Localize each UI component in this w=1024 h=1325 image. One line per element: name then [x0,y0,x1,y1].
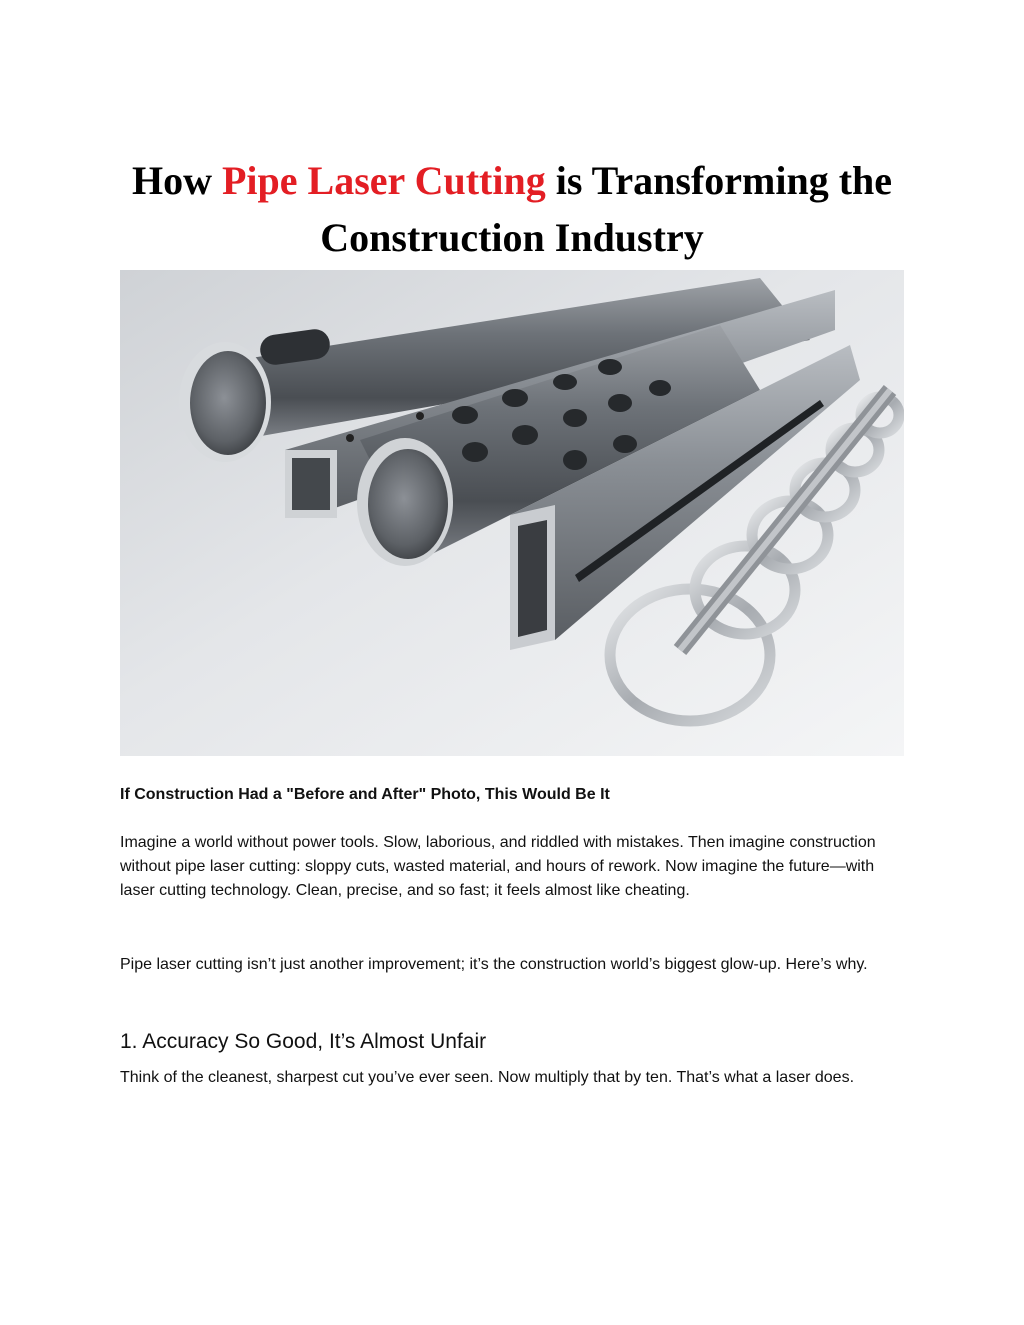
title-lead: How [131,158,222,203]
page-title [80,152,944,266]
title-highlight: Pipe Laser Cutting [221,158,546,203]
second-paragraph: Pipe laser cutting isn’t just another improvement; it’s the construction world’s biggest glow-up. Here’s why. [120,956,868,973]
subheading: If Construction Had a "Before and After" Photo, This Would Be It [120,786,610,803]
section-1-paragraph: Think of the cleanest, sharpest cut you’ve ever seen. Now multiply that by ten. That’s what a laser does. [120,1069,855,1086]
section-1-heading: 1. Accuracy So Good, It’s Almost Unfair [120,1030,487,1053]
laser-cut-pipes-photo [120,270,904,756]
title-rest: is Transforming the Construction Industry [320,158,893,260]
intro-paragraph: Imagine a world without power tools. Slow, laborious, and riddled with mistakes. Then imagine construction without pipe laser cutting: sloppy cuts, wasted material, and hours of rework. Now imagine the future—with laser cutting technology. Clean, precise, and so fast; it feels almost like cheating. [120,834,876,899]
